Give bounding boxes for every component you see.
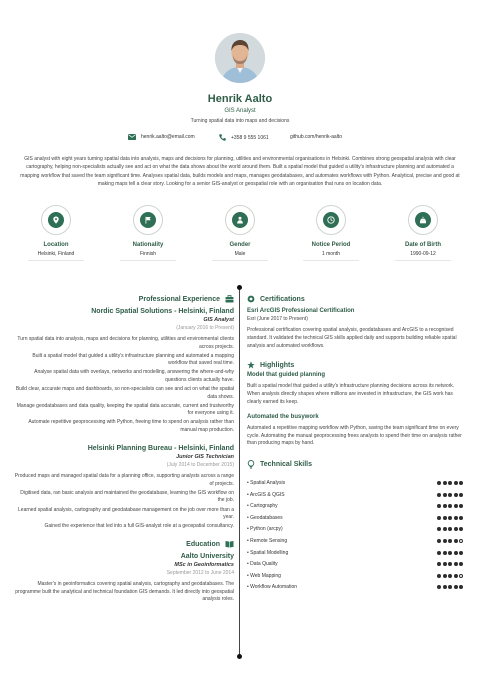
rating-dot-filled	[448, 574, 452, 578]
highlight-text: Automated a repetitive mapping workflow with Python, saving the team significant time on every cycle. Automating the manual geoprocessing frees analysts to spend their time on analysis rather than producing maps by hand.	[247, 424, 462, 447]
job-bullet: Turn spatial data into analysis, maps and decisions for planning, utilities and environmental clients across projects.	[17, 336, 234, 350]
skill-name: • Spatial Analysis	[247, 480, 285, 486]
skill-rating	[437, 493, 463, 497]
rating-dot-filled	[443, 539, 447, 543]
skill-rating	[437, 562, 463, 566]
rating-dot-filled	[454, 481, 458, 485]
personal-facts	[0, 205, 480, 265]
phone-contact[interactable]	[219, 134, 269, 141]
skill-name: • Data Quality	[247, 561, 278, 567]
skill-name: • ArcGIS & QGIS	[247, 492, 285, 498]
fact-nationality	[108, 205, 188, 261]
job-bullets	[14, 336, 234, 435]
skill-row	[247, 570, 463, 582]
rating-dot-filled	[459, 481, 463, 485]
fact-value: 1 month	[321, 251, 341, 257]
timeline-end-dot	[237, 654, 242, 659]
profile-photo	[215, 33, 265, 83]
skill-row	[247, 582, 463, 594]
skill-name: • Geodatabases	[247, 515, 283, 521]
rating-dot-empty	[459, 574, 463, 578]
rating-dot-filled	[459, 504, 463, 508]
skill-rating	[437, 551, 463, 555]
rating-dot-filled	[454, 539, 458, 543]
left-column	[14, 293, 234, 604]
certificate-icon	[247, 295, 255, 303]
job-bullet: Build clear, accurate maps and dashboards, so non-specialists can see and act on what the spatial data shows.	[15, 386, 234, 400]
skill-rating	[437, 585, 463, 589]
highlights-heading: Highlights	[247, 359, 463, 371]
rating-dot-filled	[459, 493, 463, 497]
phone-text: +358 9 555 1061	[231, 134, 269, 141]
job-bullet: Manage geodatabases and data quality, keeping the spatial data accurate, current and trustworthy for everyone using it.	[16, 402, 234, 417]
contact-bar	[0, 134, 480, 144]
rating-dot-filled	[443, 527, 447, 531]
timeline-line	[239, 288, 240, 656]
education-dates: September 2012 to June 2014	[166, 570, 234, 577]
rating-dot-filled	[443, 574, 447, 578]
profile-summary: GIS analyst with eight years turning spatial data into analysis, maps and decisions for planning, utilities and environmental organisations in Helsinki. Combines strong geospatial analysis with clear cartography, helping non-specialists actually see and act on what the data shows about the world around them. Built a spatial model that guided a utility's infrastructure planning and automated a mapping workflow that saved the team significant time. Analyses spatial data, builds models and maps, manages geodatabases, and automates workflows with Python. Analytical, precise and good at making maps tell a clear story. Looking for a senior GIS-analyst or geospatial role with an organisation that runs on location data.	[20, 156, 460, 187]
rating-dot-filled	[437, 527, 441, 531]
skills-list	[247, 477, 463, 593]
fact-label: Notice Period	[311, 242, 351, 248]
skill-row	[247, 512, 463, 524]
job-bullet: Produced maps and managed spatial data for a planning office, supporting analysts across a range of projects.	[14, 473, 234, 487]
email-text: henrik.aalto@email.com	[141, 134, 195, 140]
job-dates: (July 2014 to December 2015)	[166, 462, 234, 469]
rating-dot-filled	[437, 493, 441, 497]
rating-dot-filled	[443, 551, 447, 555]
person-icon	[236, 216, 244, 224]
timeline-start-dot	[237, 285, 242, 290]
candidate-tagline: Turning spatial data into maps and decisions	[190, 118, 290, 124]
rating-dot-filled	[443, 585, 447, 589]
rating-dot-filled	[459, 551, 463, 555]
lightbulb-icon	[247, 460, 255, 469]
skill-rating	[437, 504, 463, 508]
phone-icon	[219, 134, 226, 141]
education-heading: Education	[14, 538, 234, 550]
rating-dot-filled	[437, 562, 441, 566]
flag-icon	[144, 216, 152, 224]
skill-row	[247, 489, 463, 501]
fact-value: Finnish	[139, 251, 157, 257]
certification-description: Professional certification covering spatial analysis, geodatabases and ArcGIS to a recognised standard. It validated the technical GIS skills applied daily and supports building reliable spatial analysis and automated workflows.	[247, 327, 457, 349]
skill-name: • Workflow Automation	[247, 584, 297, 590]
candidate-name: Henrik Aalto	[207, 93, 273, 105]
email-contact[interactable]	[128, 134, 195, 140]
fact-gender	[200, 205, 280, 261]
fact-label: Gender	[229, 242, 251, 248]
rating-dot-filled	[448, 585, 452, 589]
skill-name: • Spatial Modelling	[247, 550, 288, 556]
rating-dot-filled	[454, 574, 458, 578]
skills-heading: Technical Skills	[247, 458, 463, 470]
skill-rating	[437, 527, 463, 531]
skill-name: • Cartography	[247, 503, 278, 509]
briefcase-icon	[225, 295, 234, 303]
skill-row	[247, 547, 463, 559]
rating-dot-filled	[443, 516, 447, 520]
github-contact[interactable]	[290, 134, 342, 140]
skill-name: • Web Mapping	[247, 573, 281, 579]
rating-dot-filled	[448, 551, 452, 555]
rating-dot-filled	[437, 551, 441, 555]
skill-rating	[437, 481, 463, 485]
rating-dot-filled	[443, 504, 447, 508]
location-pin-icon	[52, 216, 60, 224]
candidate-role: GIS Analyst	[224, 108, 256, 114]
certifications-heading: Certifications	[247, 293, 463, 305]
rating-dot-filled	[437, 504, 441, 508]
rating-dot-filled	[437, 585, 441, 589]
fact-value: 1990-09-12	[410, 251, 436, 257]
skill-rating	[437, 516, 463, 520]
skill-row	[247, 477, 463, 489]
highlight-text: Built a spatial model that guided a utility's infrastructure planning decisions across its network. When analysis directly shapes where millions are invested in infrastructure, the GIS work has clearly earned its keep.	[247, 383, 455, 405]
rating-dot-filled	[437, 574, 441, 578]
job-dates: (January 2016 to Present)	[176, 325, 234, 331]
fact-label: Nationality	[132, 242, 164, 248]
skill-name: • Python (arcpy)	[247, 526, 283, 532]
rating-dot-filled	[448, 539, 452, 543]
rating-dot-filled	[437, 481, 441, 485]
job-entry	[14, 445, 234, 531]
job-bullet: Learned spatial analysis, cartography and geodatabase management on the job over more than a year.	[18, 506, 234, 521]
rating-dot-filled	[454, 562, 458, 566]
skill-row	[247, 535, 463, 547]
rating-dot-filled	[448, 562, 452, 566]
rating-dot-filled	[459, 585, 463, 589]
rating-dot-filled	[454, 585, 458, 589]
rating-dot-filled	[459, 562, 463, 566]
job-role: Junior GIS Technician	[176, 454, 234, 461]
rating-dot-filled	[454, 527, 458, 531]
job-bullet: Built a spatial model that guided a utility's infrastructure planning and automated a mapping workflow that saved real time.	[32, 352, 234, 367]
rating-dot-filled	[454, 551, 458, 555]
job-company: Helsinki Planning Bureau - Helsinki, Finland	[87, 445, 234, 453]
rating-dot-filled	[454, 516, 458, 520]
experience-heading: Professional Experience	[14, 293, 234, 305]
rating-dot-filled	[448, 481, 452, 485]
clock-icon	[327, 216, 335, 224]
rating-dot-filled	[443, 481, 447, 485]
skill-rating	[437, 574, 463, 578]
fact-value: Helsinki, Finland	[37, 251, 75, 257]
rating-dot-filled	[459, 527, 463, 531]
fact-location	[16, 205, 96, 261]
star-icon	[247, 361, 255, 369]
education-description: Master's in geoinformatics covering spatial analysis, cartography and geodatabases. The programme built the analytical and technical foundation GIS demands. It led directly into geospatial analysis roles.	[15, 581, 234, 603]
job-bullet: Digitised data, ran basic analysis and maintained the geodatabase, learning the GIS workflow on the job.	[20, 489, 234, 504]
cake-icon	[419, 216, 427, 224]
rating-dot-filled	[448, 504, 452, 508]
fact-date-of-birth	[383, 205, 463, 261]
rating-dot-filled	[454, 504, 458, 508]
rating-dot-filled	[448, 516, 452, 520]
rating-dot-empty	[459, 539, 463, 543]
skill-row	[247, 524, 463, 536]
job-bullets	[14, 473, 234, 531]
highlight-title: Automated the busywork	[247, 413, 319, 420]
education-degree: MSc in Geoinformatics	[174, 562, 234, 569]
job-entry	[14, 308, 234, 435]
job-company: Nordic Spatial Solutions - Helsinki, Finland	[91, 308, 234, 315]
education-school: Aalto University	[180, 553, 234, 561]
certification-title: Esri ArcGIS Professional Certification	[247, 308, 355, 314]
skill-rating	[437, 539, 463, 543]
email-icon	[128, 134, 136, 140]
rating-dot-filled	[448, 493, 452, 497]
job-bullet: Automate repetitive geoprocessing with Python, freeing time to spend on analysis rather than manual map production.	[28, 419, 234, 434]
rating-dot-filled	[459, 516, 463, 520]
fact-label: Date of Birth	[405, 242, 441, 248]
fact-value: Male	[234, 251, 246, 257]
rating-dot-filled	[437, 516, 441, 520]
rating-dot-filled	[443, 562, 447, 566]
github-text: github.com/henrik-aalto	[290, 134, 342, 140]
rating-dot-filled	[443, 493, 447, 497]
rating-dot-filled	[454, 493, 458, 497]
right-column	[247, 293, 463, 593]
fact-label: Location	[43, 242, 69, 248]
certification-dates: Esri (June 2017 to Present)	[247, 316, 308, 322]
skill-row	[247, 558, 463, 570]
job-bullet: Analyse spatial data with overlays, networks and modelling, answering the where-and-why questions clients actually have.	[34, 369, 234, 383]
rating-dot-filled	[437, 539, 441, 543]
fact-notice-period	[291, 205, 371, 261]
book-icon	[225, 540, 234, 548]
highlight-title: Model that guided planning	[247, 372, 325, 379]
rating-dot-filled	[448, 527, 452, 531]
skill-name: • Remote Sensing	[247, 538, 287, 544]
job-role: GIS Analyst	[203, 317, 234, 323]
job-bullet: Gained the experience that led into a full GIS-analyst role at a geospatial consultancy.	[44, 523, 234, 530]
skill-row	[247, 500, 463, 512]
